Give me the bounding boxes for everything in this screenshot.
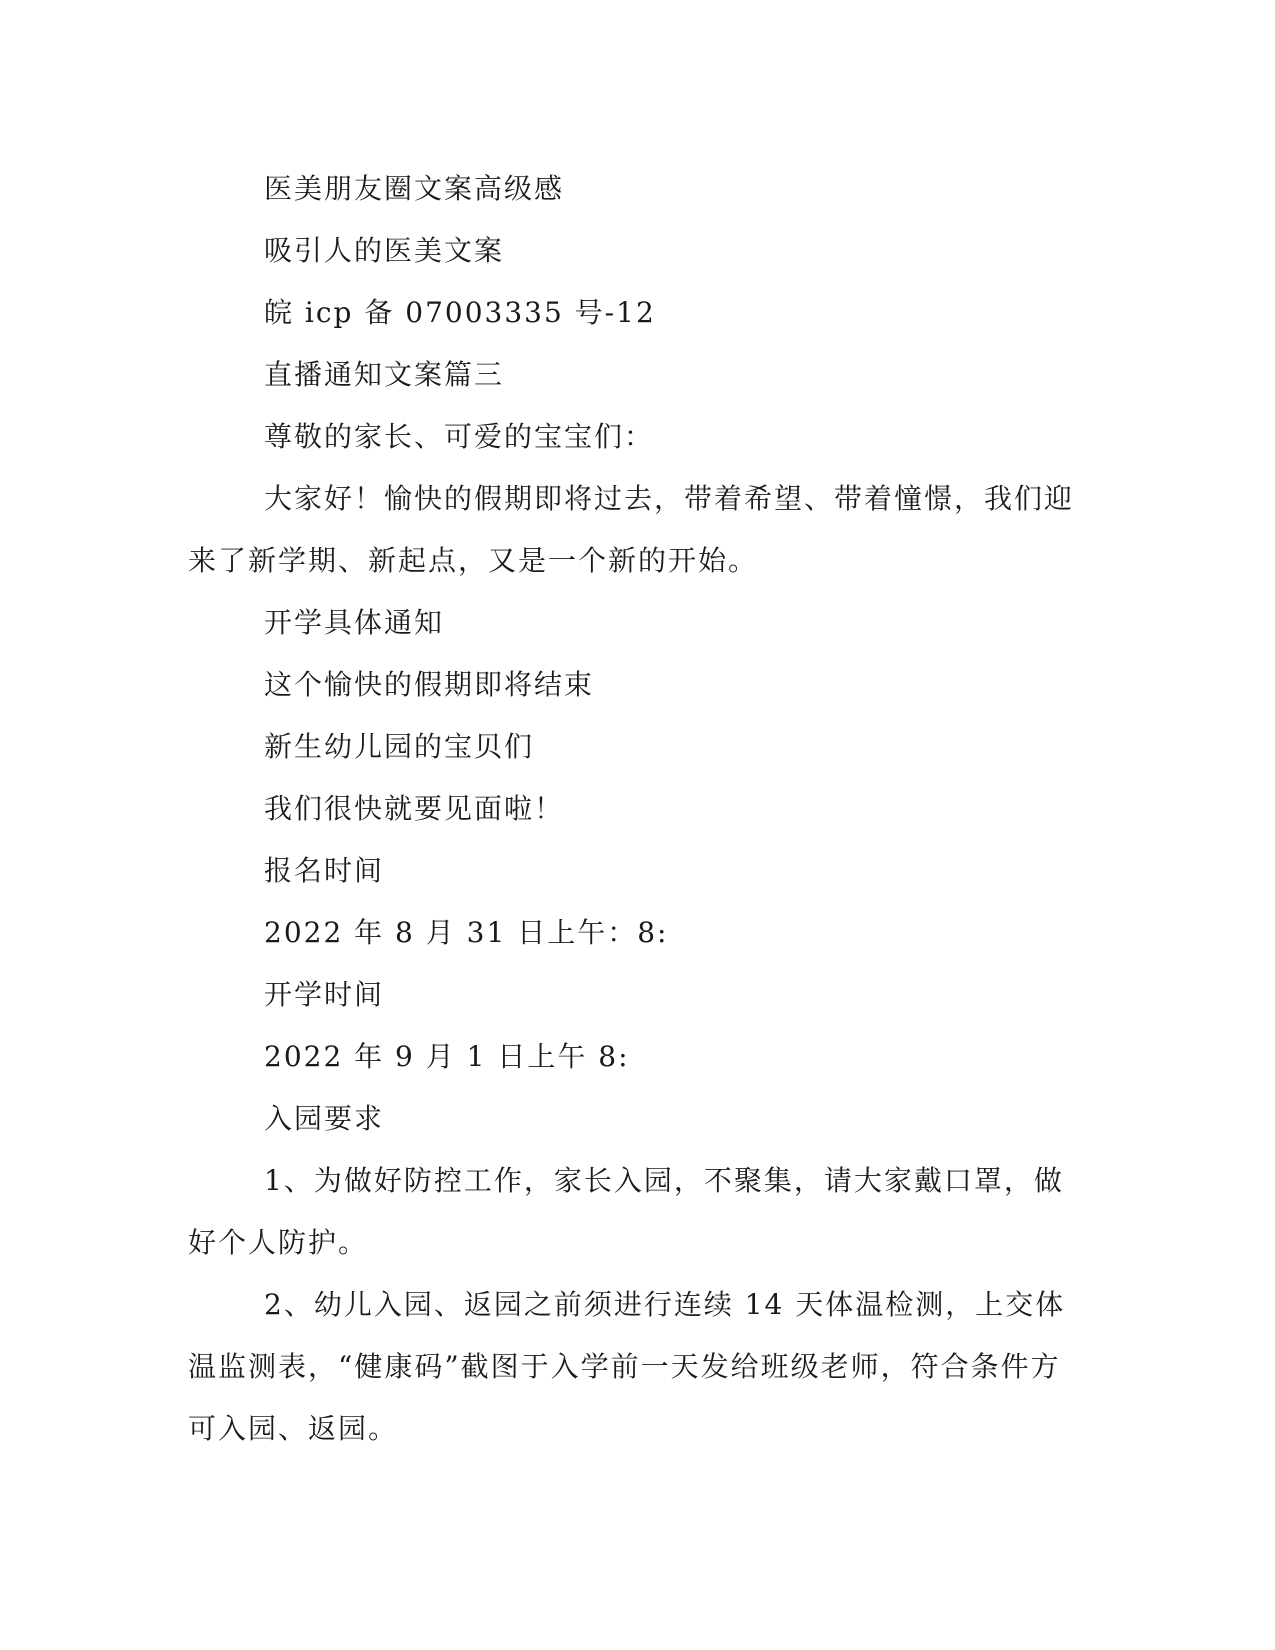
paragraph-heading: 直播通知文案篇三 [264, 358, 505, 391]
paragraph-requirements-label: 入园要求 [264, 1102, 385, 1135]
paragraph-title-1: 医美朋友圈文案高级感 [264, 172, 565, 205]
paragraph-start-label: 开学时间 [264, 978, 385, 1011]
paragraph-requirement-2: 2、幼儿入园、返园之前须进行连续 14 天体温检测，上交体温监测表，“健康码”截图于入学前一天发给班级老师，符合条件方可入园、返园。 [188, 1288, 1066, 1445]
paragraph-intro: 大家好！愉快的假期即将过去，带着希望、带着憧憬，我们迎来了新学期、新起点，又是一个新的开始。 [188, 482, 1075, 577]
paragraph-registration-label: 报名时间 [264, 854, 385, 887]
paragraph-line-1: 这个愉快的假期即将结束 [264, 668, 595, 701]
paragraph-requirement-1: 1、为做好防控工作，家长入园，不聚集，请大家戴口罩，做好个人防护。 [188, 1164, 1064, 1259]
paragraph-title-2: 吸引人的医美文案 [264, 234, 505, 267]
paragraph-registration-date: 2022 年 8 月 31 日上午：8: [264, 916, 669, 949]
paragraph-start-date: 2022 年 9 月 1 日上午 8: [264, 1040, 630, 1073]
paragraph-line-3: 我们很快就要见面啦！ [264, 792, 565, 825]
document-body [188, 158, 1088, 1460]
paragraph-line-2: 新生幼儿园的宝贝们 [264, 730, 535, 763]
paragraph-greeting: 尊敬的家长、可爱的宝宝们： [264, 420, 655, 453]
paragraph-notice-title: 开学具体通知 [264, 606, 445, 639]
paragraph-icp: 皖 icp 备 07003335 号-12 [264, 296, 656, 329]
